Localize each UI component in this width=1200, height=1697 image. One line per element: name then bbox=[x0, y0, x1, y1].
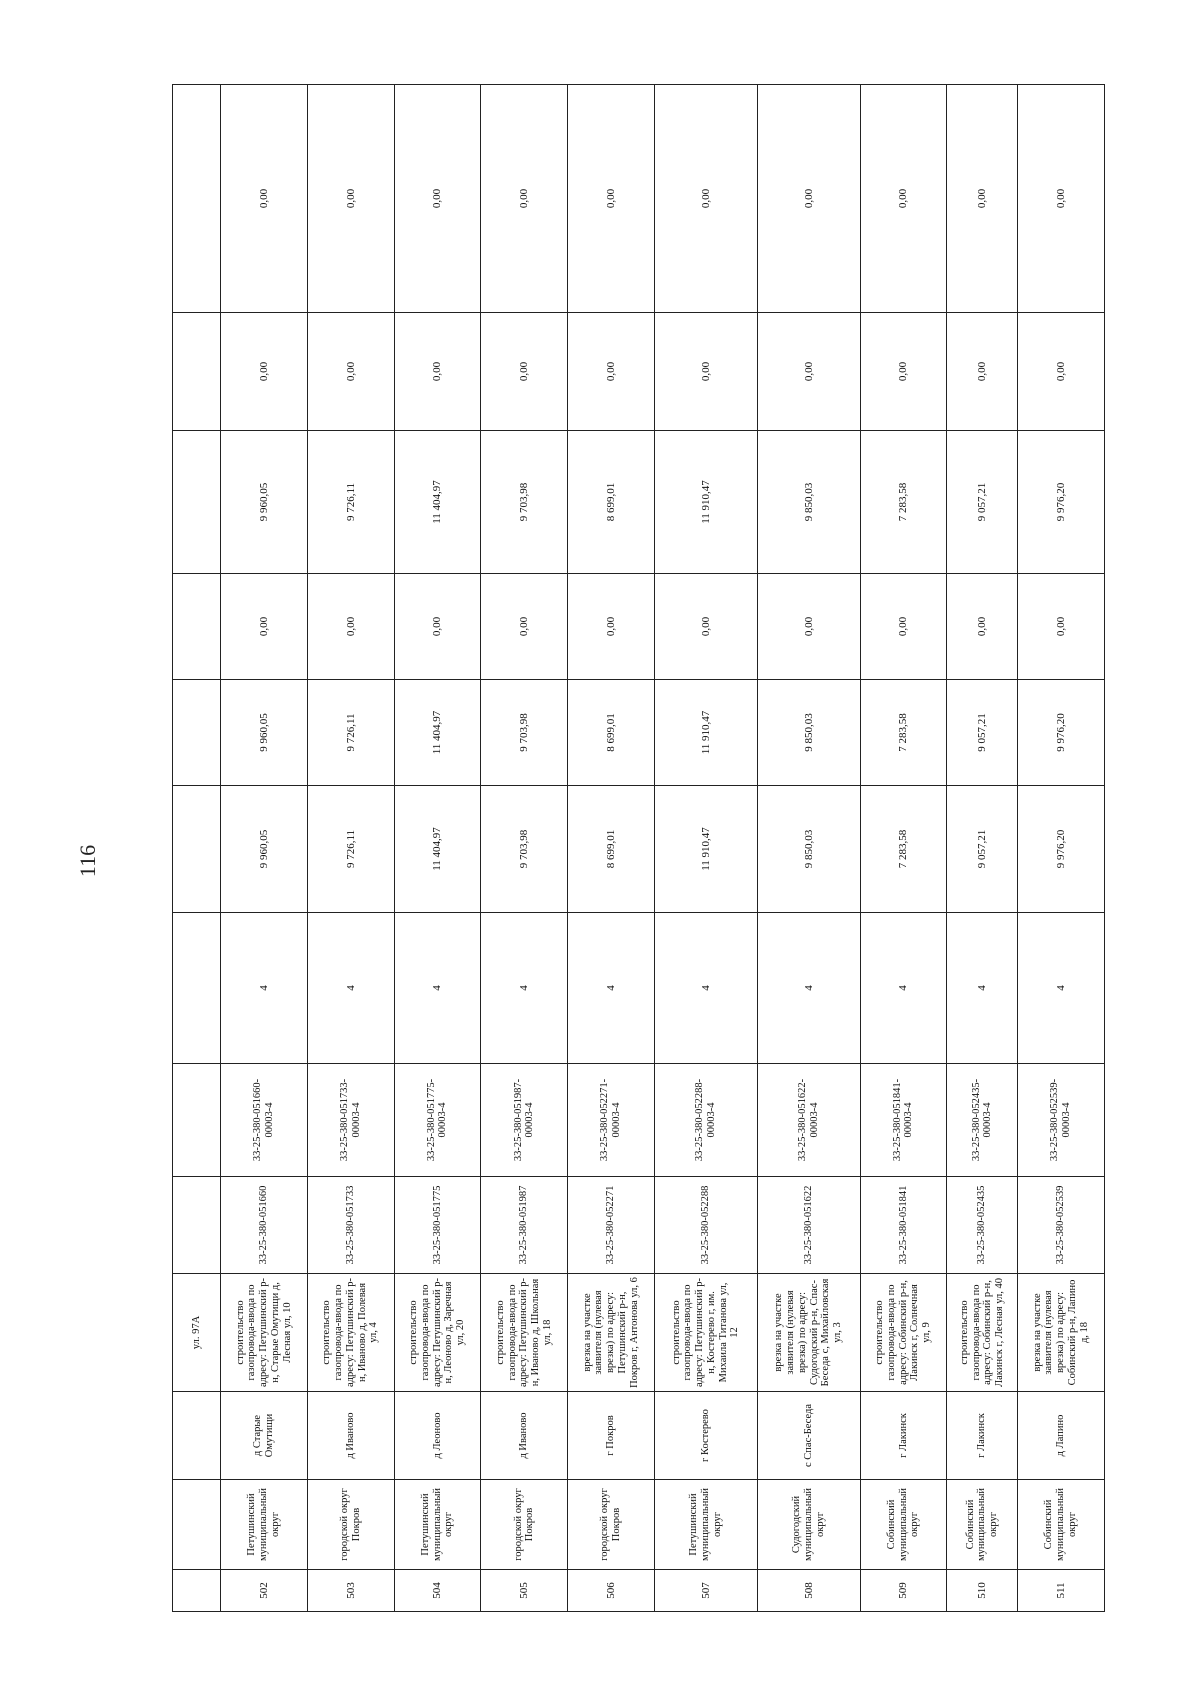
table-row bbox=[654, 85, 757, 1612]
amount-cell-3: 0,00 bbox=[860, 574, 947, 680]
amount-cell-6: 0,00 bbox=[654, 85, 757, 313]
continuation-cell bbox=[173, 680, 221, 786]
district-cell: Собинский муниципальный округ bbox=[860, 1480, 947, 1570]
row-number-cell: 502 bbox=[221, 1570, 308, 1612]
amount-cell-2: 9 976,20 bbox=[1018, 680, 1105, 786]
district-cell: Петушинский муниципальный округ bbox=[654, 1480, 757, 1570]
count-cell: 4 bbox=[1018, 913, 1105, 1064]
object-id-cell: 33-25-380-052435-00003-4 bbox=[947, 1064, 1018, 1177]
amount-cell-6: 0,00 bbox=[307, 85, 394, 313]
count-cell: 4 bbox=[221, 913, 308, 1064]
amount-cell-5: 0,00 bbox=[307, 313, 394, 431]
amount-cell-3: 0,00 bbox=[1018, 574, 1105, 680]
continuation-cell bbox=[173, 1570, 221, 1612]
district-cell: Судогодский муниципальный округ bbox=[757, 1480, 860, 1570]
work-description-cell: строительство газопровода-ввода по адресу: Петушинский р-н, Костерево г, им. Михаила Титанова ул, 12 bbox=[654, 1274, 757, 1392]
amount-cell-5: 0,00 bbox=[757, 313, 860, 431]
amount-cell-2: 9 726,11 bbox=[307, 680, 394, 786]
application-code-cell: 33-25-380-052435 bbox=[947, 1177, 1018, 1274]
amount-cell-1: 11 404,97 bbox=[394, 786, 481, 913]
amount-cell-2: 9 057,21 bbox=[947, 680, 1018, 786]
amount-cell-4: 9 057,21 bbox=[947, 431, 1018, 574]
gas-connection-register-table bbox=[172, 84, 1105, 1612]
count-cell: 4 bbox=[307, 913, 394, 1064]
settlement-cell: г Лакинск bbox=[860, 1392, 947, 1480]
row-number-cell: 510 bbox=[947, 1570, 1018, 1612]
row-number-cell: 507 bbox=[654, 1570, 757, 1612]
count-cell: 4 bbox=[947, 913, 1018, 1064]
table-row bbox=[394, 85, 481, 1612]
district-cell: городской округ Покров bbox=[568, 1480, 655, 1570]
amount-cell-4: 9 703,98 bbox=[481, 431, 568, 574]
object-id-cell: 33-25-380-051660-00003-4 bbox=[221, 1064, 308, 1177]
amount-cell-3: 0,00 bbox=[757, 574, 860, 680]
settlement-cell: д Иваново bbox=[481, 1392, 568, 1480]
table-row bbox=[221, 85, 308, 1612]
amount-cell-3: 0,00 bbox=[654, 574, 757, 680]
continuation-cell bbox=[173, 431, 221, 574]
amount-cell-2: 9 850,03 bbox=[757, 680, 860, 786]
amount-cell-6: 0,00 bbox=[947, 85, 1018, 313]
amount-cell-6: 0,00 bbox=[481, 85, 568, 313]
continuation-cell bbox=[173, 786, 221, 913]
count-cell: 4 bbox=[481, 913, 568, 1064]
settlement-cell: с Спас-Беседа bbox=[757, 1392, 860, 1480]
amount-cell-5: 0,00 bbox=[221, 313, 308, 431]
application-code-cell: 33-25-380-052271 bbox=[568, 1177, 655, 1274]
work-description-cell: врезка на участке заявителя (нулевая врезка) по адресу: Собинский р-н, Лапино д, 18 bbox=[1018, 1274, 1105, 1392]
table-row bbox=[757, 85, 860, 1612]
work-description-cell: строительство газопровода-ввода по адресу: Петушинский р-н, Старые Омутищи д, Лесная ул, 10 bbox=[221, 1274, 308, 1392]
amount-cell-1: 8 699,01 bbox=[568, 786, 655, 913]
work-description-cell: строительство газопровода-ввода по адресу: Петушинский р-н, Леоново д, Заречная ул, 20 bbox=[394, 1274, 481, 1392]
row-number-cell: 509 bbox=[860, 1570, 947, 1612]
application-code-cell: 33-25-380-051660 bbox=[221, 1177, 308, 1274]
amount-cell-6: 0,00 bbox=[394, 85, 481, 313]
object-id-cell: 33-25-380-051775-00003-4 bbox=[394, 1064, 481, 1177]
amount-cell-4: 9 960,05 bbox=[221, 431, 308, 574]
settlement-cell: г Костерево bbox=[654, 1392, 757, 1480]
table-body bbox=[173, 85, 1105, 1612]
amount-cell-4: 9 976,20 bbox=[1018, 431, 1105, 574]
amount-cell-4: 9 850,03 bbox=[757, 431, 860, 574]
amount-cell-1: 9 726,11 bbox=[307, 786, 394, 913]
settlement-cell: г Лакинск bbox=[947, 1392, 1018, 1480]
amount-cell-4: 11 404,97 bbox=[394, 431, 481, 574]
count-cell: 4 bbox=[860, 913, 947, 1064]
amount-cell-1: 9 960,05 bbox=[221, 786, 308, 913]
work-description-cell: строительство газопровода-ввода по адресу: Собинский р-н, Лакинск г, Солнечная ул, 9 bbox=[860, 1274, 947, 1392]
amount-cell-1: 9 057,21 bbox=[947, 786, 1018, 913]
application-code-cell: 33-25-380-051733 bbox=[307, 1177, 394, 1274]
settlement-cell: д Лапино bbox=[1018, 1392, 1105, 1480]
continuation-cell bbox=[173, 85, 221, 313]
amount-cell-2: 11 404,97 bbox=[394, 680, 481, 786]
amount-cell-3: 0,00 bbox=[568, 574, 655, 680]
table-row bbox=[860, 85, 947, 1612]
amount-cell-5: 0,00 bbox=[654, 313, 757, 431]
amount-cell-3: 0,00 bbox=[394, 574, 481, 680]
amount-cell-5: 0,00 bbox=[394, 313, 481, 431]
amount-cell-5: 0,00 bbox=[860, 313, 947, 431]
row-number-cell: 505 bbox=[481, 1570, 568, 1612]
amount-cell-2: 9 960,05 bbox=[221, 680, 308, 786]
district-cell: городской округ Покров bbox=[481, 1480, 568, 1570]
settlement-cell: д Иваново bbox=[307, 1392, 394, 1480]
work-description-cell: строительство газопровода-ввода по адресу: Петушинский р-н, Иваново д, Полевая ул, 4 bbox=[307, 1274, 394, 1392]
amount-cell-5: 0,00 bbox=[568, 313, 655, 431]
district-cell: Собинский муниципальный округ bbox=[947, 1480, 1018, 1570]
continuation-cell bbox=[173, 574, 221, 680]
object-id-cell: 33-25-380-051841-00003-4 bbox=[860, 1064, 947, 1177]
amount-cell-1: 11 910,47 bbox=[654, 786, 757, 913]
work-description-cell: врезка на участке заявителя (нулевая врезка) по адресу: Судогодский р-н, Спас-Беседа с, Михайловская ул, 3 bbox=[757, 1274, 860, 1392]
table-row bbox=[481, 85, 568, 1612]
district-cell: Петушинский муниципальный округ bbox=[394, 1480, 481, 1570]
amount-cell-1: 9 703,98 bbox=[481, 786, 568, 913]
continuation-cell bbox=[173, 313, 221, 431]
amount-cell-2: 11 910,47 bbox=[654, 680, 757, 786]
continuation-cell bbox=[173, 1480, 221, 1570]
row-number-cell: 503 bbox=[307, 1570, 394, 1612]
count-cell: 4 bbox=[568, 913, 655, 1064]
continuation-cell bbox=[173, 1392, 221, 1480]
amount-cell-4: 11 910,47 bbox=[654, 431, 757, 574]
amount-cell-2: 8 699,01 bbox=[568, 680, 655, 786]
amount-cell-6: 0,00 bbox=[221, 85, 308, 313]
page-number-text: 116 bbox=[75, 844, 100, 878]
amount-cell-5: 0,00 bbox=[481, 313, 568, 431]
count-cell: 4 bbox=[757, 913, 860, 1064]
row-number-cell: 504 bbox=[394, 1570, 481, 1612]
rotated-table-container bbox=[172, 85, 1105, 1612]
work-description-cell: врезка на участке заявителя (нулевая врезка) по адресу: Петушинский р-н, Покров г, Антонова ул, 6 bbox=[568, 1274, 655, 1392]
count-cell: 4 bbox=[654, 913, 757, 1064]
amount-cell-4: 9 726,11 bbox=[307, 431, 394, 574]
amount-cell-1: 7 283,58 bbox=[860, 786, 947, 913]
amount-cell-3: 0,00 bbox=[221, 574, 308, 680]
table-row bbox=[1018, 85, 1105, 1612]
amount-cell-3: 0,00 bbox=[947, 574, 1018, 680]
application-code-cell: 33-25-380-051775 bbox=[394, 1177, 481, 1274]
object-id-cell: 33-25-380-052271-00003-4 bbox=[568, 1064, 655, 1177]
amount-cell-1: 9 850,03 bbox=[757, 786, 860, 913]
amount-cell-3: 0,00 bbox=[307, 574, 394, 680]
row-number-cell: 508 bbox=[757, 1570, 860, 1612]
amount-cell-1: 9 976,20 bbox=[1018, 786, 1105, 913]
settlement-cell: д Старые Омутищи bbox=[221, 1392, 308, 1480]
continuation-cell bbox=[173, 1177, 221, 1274]
amount-cell-4: 8 699,01 bbox=[568, 431, 655, 574]
work-description-cell: строительство газопровода-ввода по адресу: Собинский р-н, Лакинск г, Лесная ул, 40 bbox=[947, 1274, 1018, 1392]
object-id-cell: 33-25-380-052288-00003-4 bbox=[654, 1064, 757, 1177]
continuation-cell bbox=[173, 1064, 221, 1177]
amount-cell-3: 0,00 bbox=[481, 574, 568, 680]
application-code-cell: 33-25-380-052539 bbox=[1018, 1177, 1105, 1274]
amount-cell-6: 0,00 bbox=[757, 85, 860, 313]
amount-cell-2: 7 283,58 bbox=[860, 680, 947, 786]
count-cell: 4 bbox=[394, 913, 481, 1064]
amount-cell-2: 9 703,98 bbox=[481, 680, 568, 786]
object-id-cell: 33-25-380-051987-00003-4 bbox=[481, 1064, 568, 1177]
object-id-cell: 33-25-380-051733-00003-4 bbox=[307, 1064, 394, 1177]
application-code-cell: 33-25-380-051622 bbox=[757, 1177, 860, 1274]
amount-cell-5: 0,00 bbox=[1018, 313, 1105, 431]
continuation-row bbox=[173, 85, 221, 1612]
row-number-cell: 506 bbox=[568, 1570, 655, 1612]
settlement-cell: г Покров bbox=[568, 1392, 655, 1480]
application-code-cell: 33-25-380-051987 bbox=[481, 1177, 568, 1274]
amount-cell-6: 0,00 bbox=[860, 85, 947, 313]
object-id-cell: 33-25-380-051622-00003-4 bbox=[757, 1064, 860, 1177]
district-cell: Петушинский муниципальный округ bbox=[221, 1480, 308, 1570]
table-row bbox=[307, 85, 394, 1612]
amount-cell-6: 0,00 bbox=[568, 85, 655, 313]
table-row bbox=[947, 85, 1018, 1612]
application-code-cell: 33-25-380-052288 bbox=[654, 1177, 757, 1274]
row-number-cell: 511 bbox=[1018, 1570, 1105, 1612]
object-id-cell: 33-25-380-052539-00003-4 bbox=[1018, 1064, 1105, 1177]
continuation-cell: ул. 97А bbox=[173, 1274, 221, 1392]
district-cell: городской округ Покров bbox=[307, 1480, 394, 1570]
continuation-cell bbox=[173, 913, 221, 1064]
table-row bbox=[568, 85, 655, 1612]
settlement-cell: д Леоново bbox=[394, 1392, 481, 1480]
work-description-cell: строительство газопровода-ввода по адресу: Петушинский р-н, Иваново д, Школьная ул, 18 bbox=[481, 1274, 568, 1392]
application-code-cell: 33-25-380-051841 bbox=[860, 1177, 947, 1274]
amount-cell-5: 0,00 bbox=[947, 313, 1018, 431]
district-cell: Собинский муниципальный округ bbox=[1018, 1480, 1105, 1570]
amount-cell-6: 0,00 bbox=[1018, 85, 1105, 313]
amount-cell-4: 7 283,58 bbox=[860, 431, 947, 574]
